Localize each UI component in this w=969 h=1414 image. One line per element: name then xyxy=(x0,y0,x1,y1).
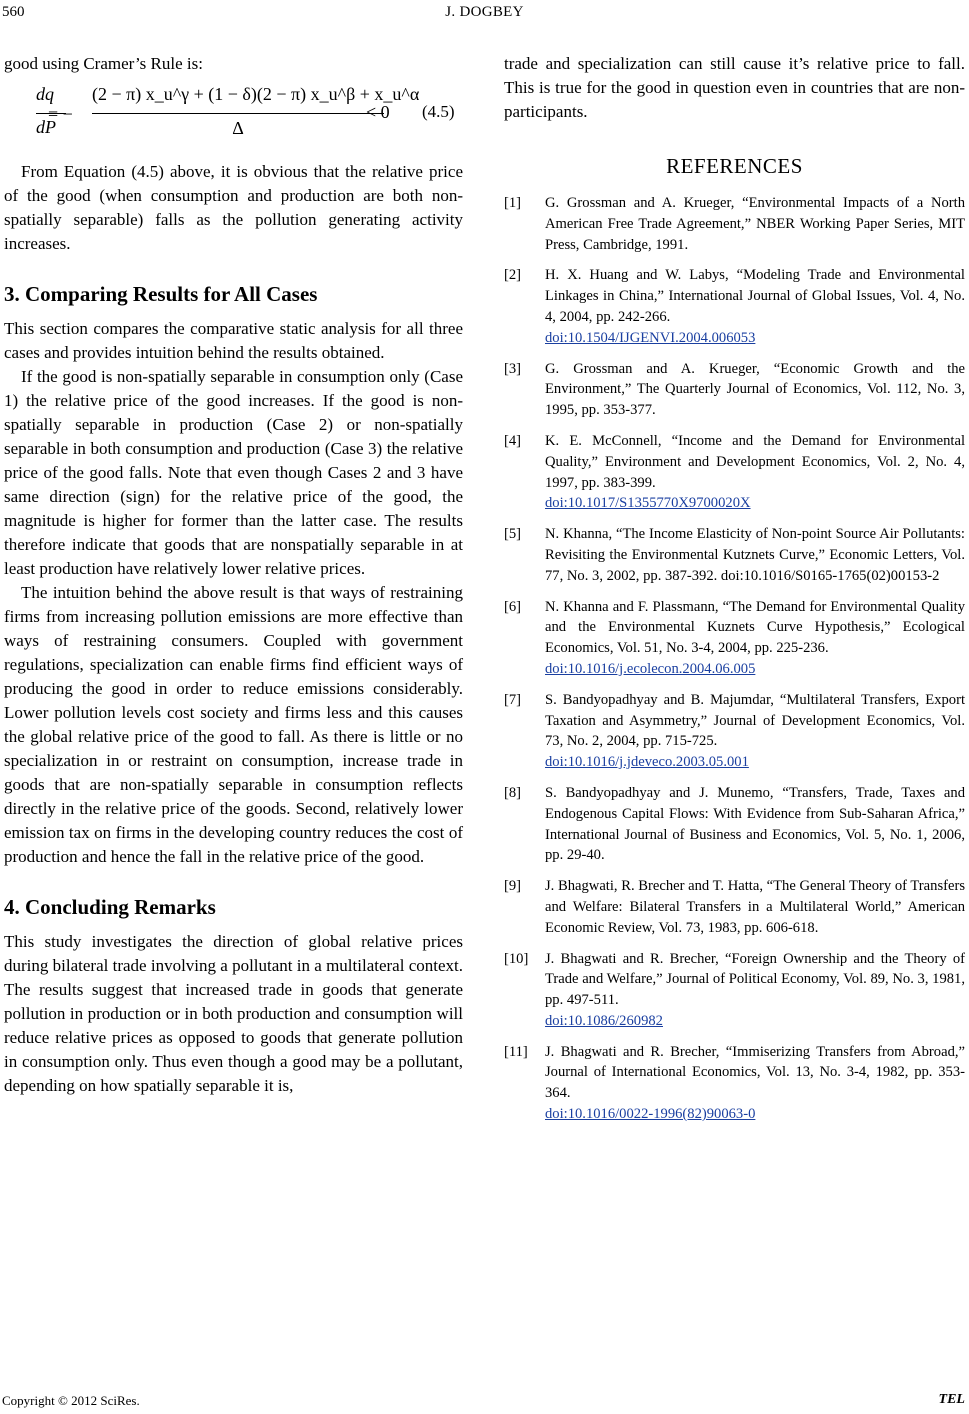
reference-text: J. Bhagwati and R. Brecher, “Immiserizing Transfers from Abroad,” Journal of International Economics, Vol. 13, No. 3-4, 1982, pp. 353-364. xyxy=(545,1043,965,1102)
page-number: 560 xyxy=(2,4,25,20)
reference-list xyxy=(504,193,965,1125)
reference-item xyxy=(504,876,965,938)
paragraph: This study investigates the direction of global relative prices during bilateral trade involving a pollutant in a multilateral context. The results suggest that increased trade in goods that generate pollution in production or in both production and consumption will reduce relative prices as opposed to goods that generate pollution in consumption only. Thus even though a good may be a pollutant, depending on how spatially separable it is, xyxy=(4,932,463,1095)
doi-link[interactable]: doi:10.1016/j.ecolecon.2004.06.005 xyxy=(545,660,756,677)
reference-item xyxy=(504,1042,965,1125)
left-column xyxy=(4,52,463,1098)
right-column xyxy=(504,52,965,1135)
reference-number: [7] xyxy=(504,691,522,708)
equation-intro: good using Cramer’s Rule is: xyxy=(4,54,203,73)
paragraph: If the good is non-spatially separable in consumption only (Case 1) the relative price of the good increases. If the good is non-spatially separable in production (Case 2) or non-spatially separable in both consumption and production (Case 3) the relative price of the good falls. Note that even though Cases 2 and 3 have same direction (sign) for the relative price of the good, the magnitude is higher for former than the latter case. The results therefore indicate that goods that are nonspatially separable in at least production have relatively lower relative prices. xyxy=(4,367,463,578)
equation-equals: = − xyxy=(48,104,73,124)
reference-item xyxy=(504,949,965,1032)
running-author: J. DOGBEY xyxy=(445,4,524,20)
reference-text: G. Grossman and A. Krueger, “Economic Growth and the Environment,” The Quarterly Journal of Economics, Vol. 112, No. 3, 1995, pp. 353-377. xyxy=(545,360,965,419)
reference-text: J. Bhagwati and R. Brecher, “Foreign Ownership and the Theory of Trade and Welfare,” Journal of Political Economy, Vol. 89, No. 3, 1981, pp. 497-511. xyxy=(545,950,965,1009)
reference-number: [11] xyxy=(504,1043,528,1060)
reference-item xyxy=(504,431,965,514)
fraction-bar xyxy=(92,113,384,114)
equation-relation: < 0 xyxy=(366,102,390,122)
reference-number: [6] xyxy=(504,598,522,615)
reference-item xyxy=(504,597,965,680)
reference-text: H. X. Huang and W. Labys, “Modeling Trade and Environmental Linkages in China,” International Journal of Global Issues, Vol. 4, No. 4, 2004, pp. 242-266. xyxy=(545,267,965,325)
reference-text: S. Bandyopadhyay and J. Munemo, “Transfers, Trade, Taxes and Endogenous Capital Flows: With Evidence from Sub-Saharan Africa,” International Journal of Business and Economics, Vol. 5, No. 1, 2006, pp. 29-40. xyxy=(545,784,965,864)
equation-rhs-denominator: Δ xyxy=(232,118,244,138)
equation-lhs-numerator: dq xyxy=(36,84,54,104)
reference-text: N. Khanna, “The Income Elasticity of Non-point Source Air Pollutants: Revisiting the Environmental Kutznets Curve,” Economic Letters, Vol. 77, No. 3, 2002, pp. 387-392. doi:10.1016/S0165-1765(02)00153-2 xyxy=(545,526,965,584)
reference-number: [3] xyxy=(504,360,522,377)
reference-item xyxy=(504,783,965,866)
journal-abbreviation: TEL xyxy=(938,1392,965,1407)
doi-link[interactable]: doi:10.1016/j.jdeveco.2003.05.001 xyxy=(545,754,749,771)
reference-number: [8] xyxy=(504,784,522,801)
section-heading-3: 3. Comparing Results for All Cases xyxy=(4,282,318,306)
reference-number: [9] xyxy=(504,878,522,895)
reference-number: [1] xyxy=(504,195,522,211)
section-heading-4: 4. Concluding Remarks xyxy=(4,895,216,919)
paragraph: trade and specialization can still cause it’s relative price to fall. This is true for the good in question even in countries that are non-participants. xyxy=(504,54,965,121)
reference-text: S. Bandyopadhyay and B. Majumdar, “Multilateral Transfers, Export Taxation and Asymmetry,” Journal of Development Economics, Vol. 73, No. 2, 2004, pp. 715-725. xyxy=(545,691,965,750)
reference-item xyxy=(504,193,965,255)
reference-text: K. E. McConnell, “Income and the Demand for Environmental Quality,” Environment and Development Economics, Vol. 2, No. 4, 1997, pp. 383-399. xyxy=(545,432,965,491)
reference-number: [2] xyxy=(504,267,522,284)
references-heading: REFERENCES xyxy=(666,154,803,178)
doi-link[interactable]: doi:10.1017/S1355770X9700020X xyxy=(545,495,751,512)
equation-4-5 xyxy=(4,76,463,160)
reference-number: [5] xyxy=(504,526,522,543)
page-header xyxy=(0,0,969,26)
reference-item xyxy=(504,524,965,586)
reference-item xyxy=(504,359,965,421)
reference-text: J. Bhagwati, R. Brecher and T. Hatta, “The General Theory of Transfers and Welfare: Bilateral Transfers in a Multilateral World,” American Economic Review, Vol. 73, 1983, pp. 606-618. xyxy=(545,878,965,936)
doi-link[interactable]: doi:10.1504/IJGENVI.2004.006053 xyxy=(545,329,756,346)
copyright-footer: Copyright © 2012 SciRes. xyxy=(2,1393,140,1408)
doi-link[interactable]: doi:10.1086/260982 xyxy=(545,1012,663,1029)
reference-text: G. Grossman and A. Krueger, “Environmental Impacts of a North American Free Trade Agreement,” NBER Working Paper Series, MIT Press, Cambridge, 1991. xyxy=(545,195,965,253)
equation-number: (4.5) xyxy=(422,102,455,121)
paragraph: This section compares the comparative static analysis for all three cases and provides intuition behind the results obtained. xyxy=(4,319,463,362)
reference-text: N. Khanna and F. Plassmann, “The Demand for Environmental Quality and the Environmental Kuznets Curve Hypothesis,” Ecological Economics, Vol. 51, No. 3-4, 2004, pp. 225-236. xyxy=(545,598,965,657)
paragraph: From Equation (4.5) above, it is obvious that the relative price of the good (when consumption and production are both non-spatially separable) falls as the pollution generating activity increases. xyxy=(4,162,463,253)
doi-link[interactable]: doi:10.1016/0022-1996(82)90063-0 xyxy=(545,1106,756,1123)
equation-rhs xyxy=(92,84,420,138)
reference-number: [10] xyxy=(504,950,529,967)
reference-item xyxy=(504,690,965,773)
paragraph: The intuition behind the above result is that ways of restraining firms from increasing pollution emissions are more effective than ways of restraining consumers. Coupled with government regulations, specialization can enable firms find efficient ways of producing the good in order to reduce emissions considerably. Lower pollution levels cost society and firms less and this causes the global relative price of the good to fall. As there is little or no specialization in or restraint on consumption, increase trade in goods that are non-spatially separable in consumption reflects directly in the relative price of the goods. Second, relatively lower emission tax on firms in the developing country reduces the cost of production and hence the fall in the relative price of the good. xyxy=(4,583,463,866)
equation-rhs-numerator: (2 − π) x_u^γ + (1 − δ)(2 − π) x_u^β + x_u^α xyxy=(92,84,420,104)
equation-lhs-denominator: dP xyxy=(36,117,56,137)
reference-number: [4] xyxy=(504,432,522,449)
reference-item xyxy=(504,265,965,348)
